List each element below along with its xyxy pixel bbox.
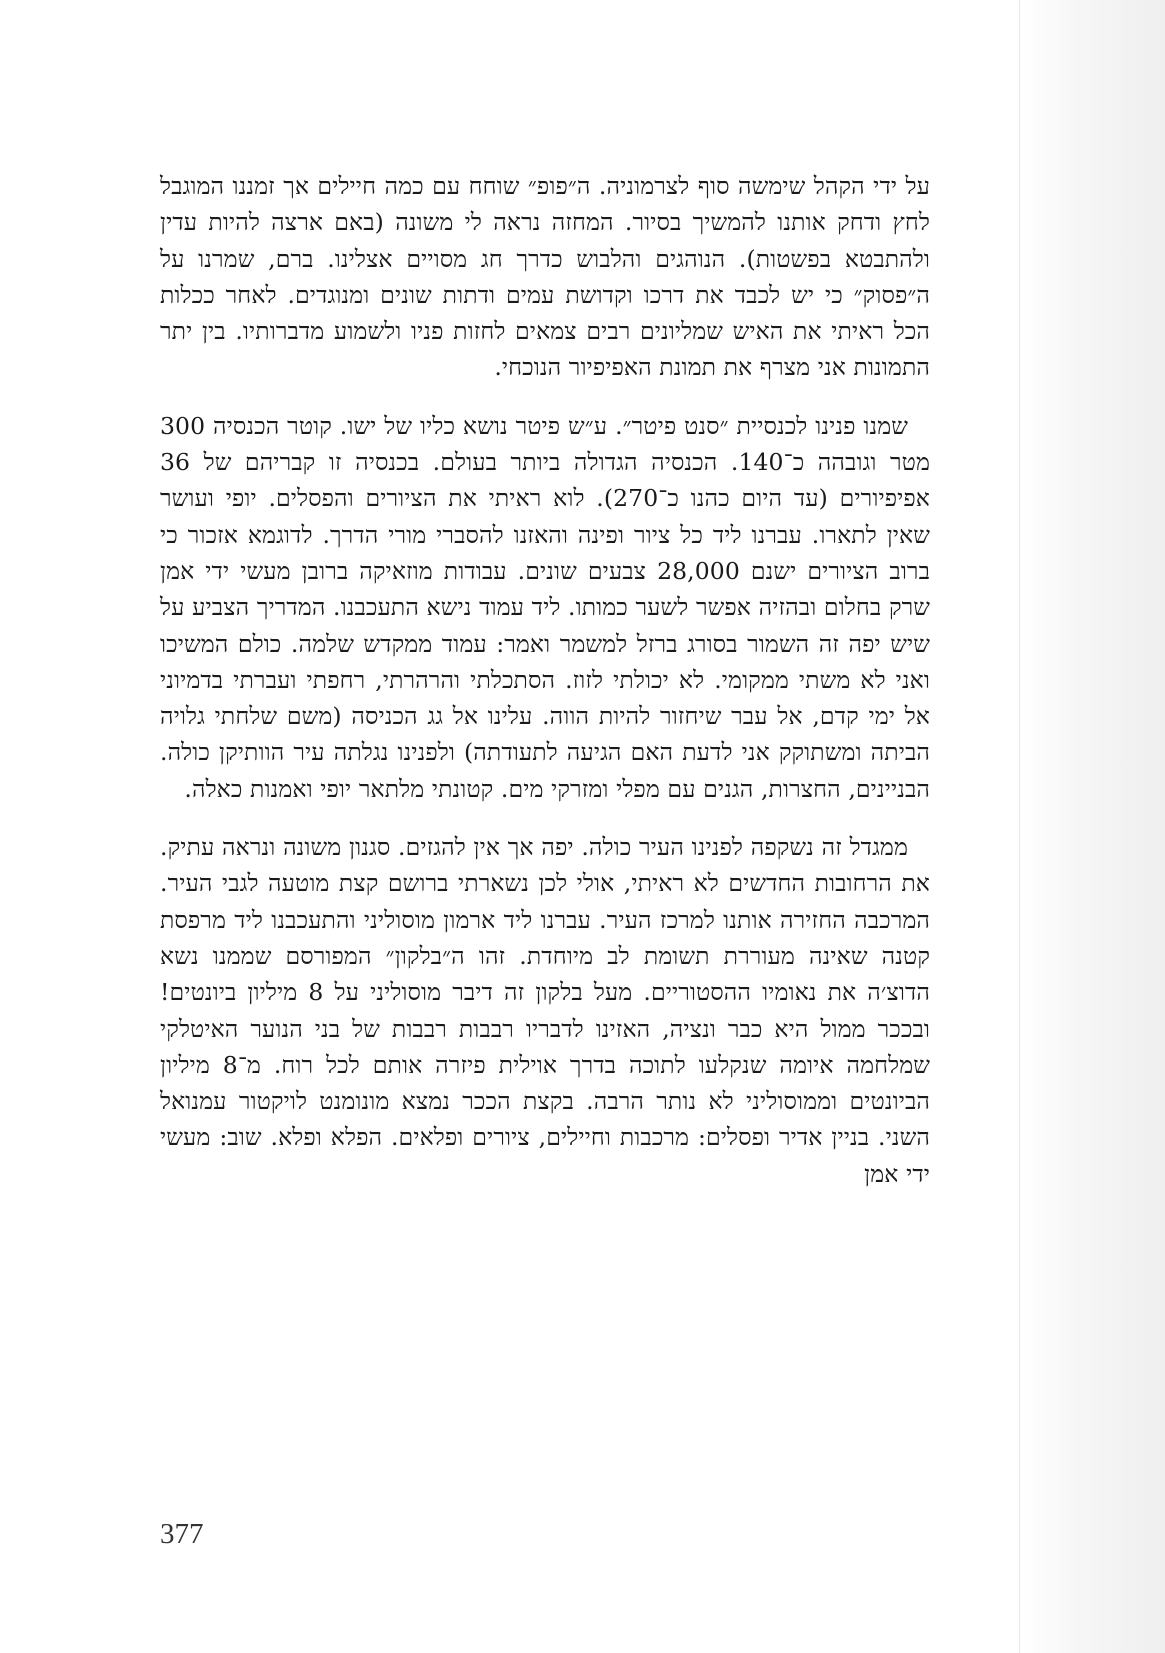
page-edge-shadow xyxy=(1019,0,1165,1653)
paragraph-3: ממגדל זה נשקפה לפנינו העיר כולה. יפה אך אין להגזים. סגנון משונה ונראה עתיק. את הרחובות החדשים לא ראיתי, אולי לכן נשארתי ברושם קצת מוטעה לגבי העיר. המרכבה החזירה אותנו למרכז העיר. עברנו ליד ארמון מוסוליני והתעכבנו ליד מרפסת קטנה שאינה מעוררת תשומת לב מיוחדת. זהו ה״בלקון״ המפורסם שממנו נשא הדוצ׳ה את נאומיו ההסטוריים. מעל בלקון זה דיבר מוסוליני על 8 מיליון ביונטים! ובככר ממול היא כבר ונציה, האזינו לדבריו רבבות רבבות של בני הנוער האיטלקי שמלחמה איומה שנקלעו לתוכה בדרך אוילית פיזרה אותם לכל רוח. מ־8 מיליון הביונטים וממוסוליני לא נותר הרבה. בקצת הככר נמצא מונומנט לויקטור עמנואל השני. בניין אדיר ופסלים: מרכבות וחיילים, ציורים ופלאים. הפלא ופלא. שוב: מעשי ידי אמן xyxy=(160,833,930,1188)
body-text xyxy=(160,168,930,1214)
paragraph-1: על ידי הקהל שימשה סוף לצרמוניה. ה״פופ״ שוחח עם כמה חיילים אך זמננו המוגבל לחץ ודחק אותנו להמשיך בסיור. המחזה נראה לי משונה (באם ארצה להיות עדין ולהתבטא בפשטות). הנוהגים והלבוש כדרך חג מסויים אצלינו. ברם, שמרנו על ה״פסוק״ כי יש לכבד את דרכו וקדושת עמים ודתות שונים ומנוגדים. לאחר ככלות הכל ראיתי את האיש שמליונים רבים צמאים לחזות פניו ולשמוע מדברותיו. בין יתר התמונות אני מצרף את תמונת האפיפיור הנוכחי. xyxy=(160,172,930,382)
page-number: 377 xyxy=(160,1518,204,1550)
paragraph-2: שמנו פנינו לכנסיית ״סנט פיטר״. ע״ש פיטר נושא כליו של ישו. קוטר הכנסיה 300 מטר וגובהה כ־140. הכנסיה הגדולה ביותר בעולם. בכנסיה זו קבריהם של 36 אפיפיורים (עד היום כהנו כ־270). לוא ראיתי את הציורים והפסלים. יופי ועושר שאין לתארו. עברנו ליד כל ציור ופינה והאזנו להסברי מורי הדרך. לדוגמא אזכור כי ברוב הציורים ישנם 28,000 צבעים שונים. עבודות מוזאיקה ברובן מעשי ידי אמן שרק בחלום ובהזיה אפשר לשער כמותו. ליד עמוד נישא התעכבנו. המדריך הצביע על שיש יפה זה השמור בסורג ברזל למשמר ואמר: עמוד ממקדש שלמה. כולם המשיכו ואני לא משתי ממקומי. לא יכולתי לזוז. הסתכלתי והרהרתי, רחפתי ועברתי בדמיוני אל ימי קדם, אל עבר שיחזור להיות הווה. עלינו אל גג הכניסה (משם שלחתי גלויה הביתה ומשתוקק אני לדעת האם הגיעה לתעודתה) ולפנינו נגלתה עיר הוותיקן כולה. הבניינים, החצרות, הגנים עם מפלי ומזרקי מים. קטונתי מלתאר יופי ואמנות כאלה. xyxy=(160,411,930,803)
